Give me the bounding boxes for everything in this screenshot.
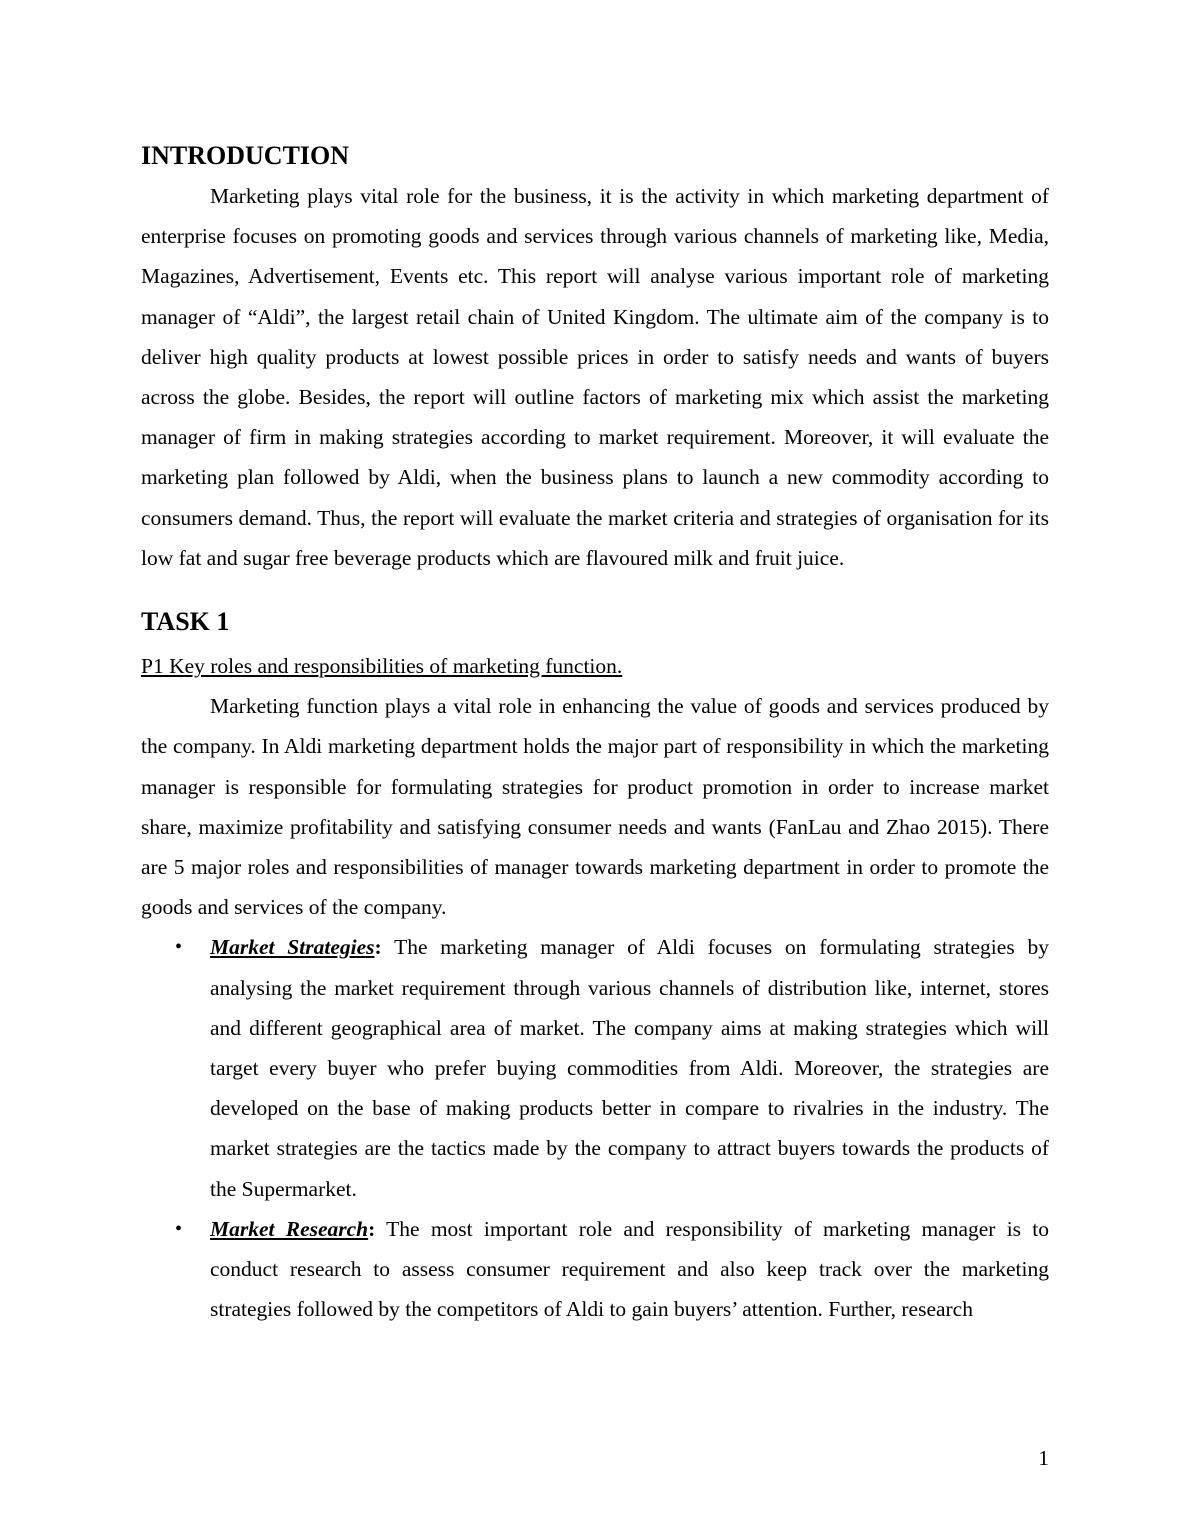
list-item-market-research bbox=[141, 1209, 1049, 1330]
list-item-term: Market Research bbox=[210, 1216, 369, 1241]
introduction-paragraph: Marketing plays vital role for the business, it is the activity in which marketing department of enterprise focuses on promoting goods and services through various channels of marketing like, Media, Magazines, Advertisement, Events etc. This report will analyse various important role of marketing manager of “Aldi”, the largest retail chain of United Kingdom. The ultimate aim of the company is to deliver high quality products at lowest possible prices in order to satisfy needs and wants of buyers across the globe. Besides, the report will outline factors of marketing mix which assist the marketing manager of firm in making strategies according to market requirement. Moreover, it will evaluate the marketing plan followed by Aldi, when the business plans to launch a new commodity according to consumers demand. Thus, the report will evaluate the market criteria and strategies of organisation for its low fat and sugar free beverage products which are flavoured milk and fruit juice. bbox=[141, 184, 1049, 570]
task1-paragraph: Marketing function plays a vital role in enhancing the value of goods and services produced by the company. In Aldi marketing department holds the major part of responsibility in which the marketing manager is responsible for formulating strategies for product promotion in order to increase market share, maximize profitability and satisfying consumer needs and wants (FanLau and Zhao 2015). There are 5 major roles and responsibilities of manager towards marketing department in order to promote the goods and services of the company. bbox=[141, 694, 1049, 920]
list-item-text: The most important role and responsibility of marketing manager is to conduct research to assess consumer requirement and also keep track over the marketing strategies followed by the competitors of Aldi to gain buyers’ attention. Further, research bbox=[210, 1216, 1049, 1322]
list-item-market-strategies bbox=[141, 927, 1049, 1208]
page-number: 1 bbox=[1038, 1446, 1049, 1470]
document-page bbox=[141, 138, 1049, 1329]
list-item-colon: : bbox=[368, 1216, 376, 1241]
list-item-text: The marketing manager of Aldi focuses on formulating strategies by analysing the market requirement through various channels of distribution like, internet, stores and different geographical area of market. The company aims at making strategies which will target every buyer who prefer buying commodities from Aldi. Moreover, the strategies are developed on the base of making products better in compare to rivalries in the industry. The market strategies are the tactics made by the company to attract buyers towards the products of the Supermarket. bbox=[210, 935, 1049, 1201]
introduction-heading: INTRODUCTION bbox=[141, 141, 350, 170]
task1-subheading: P1 Key roles and responsibilities of marketing function. bbox=[141, 654, 623, 679]
list-item-term: Market Strategies bbox=[210, 935, 375, 960]
list-item-colon: : bbox=[374, 935, 382, 960]
task1-heading: TASK 1 bbox=[141, 607, 230, 637]
roles-list bbox=[141, 927, 1049, 1329]
bullet-icon: • bbox=[175, 1217, 183, 1240]
bullet-icon: • bbox=[175, 936, 183, 959]
